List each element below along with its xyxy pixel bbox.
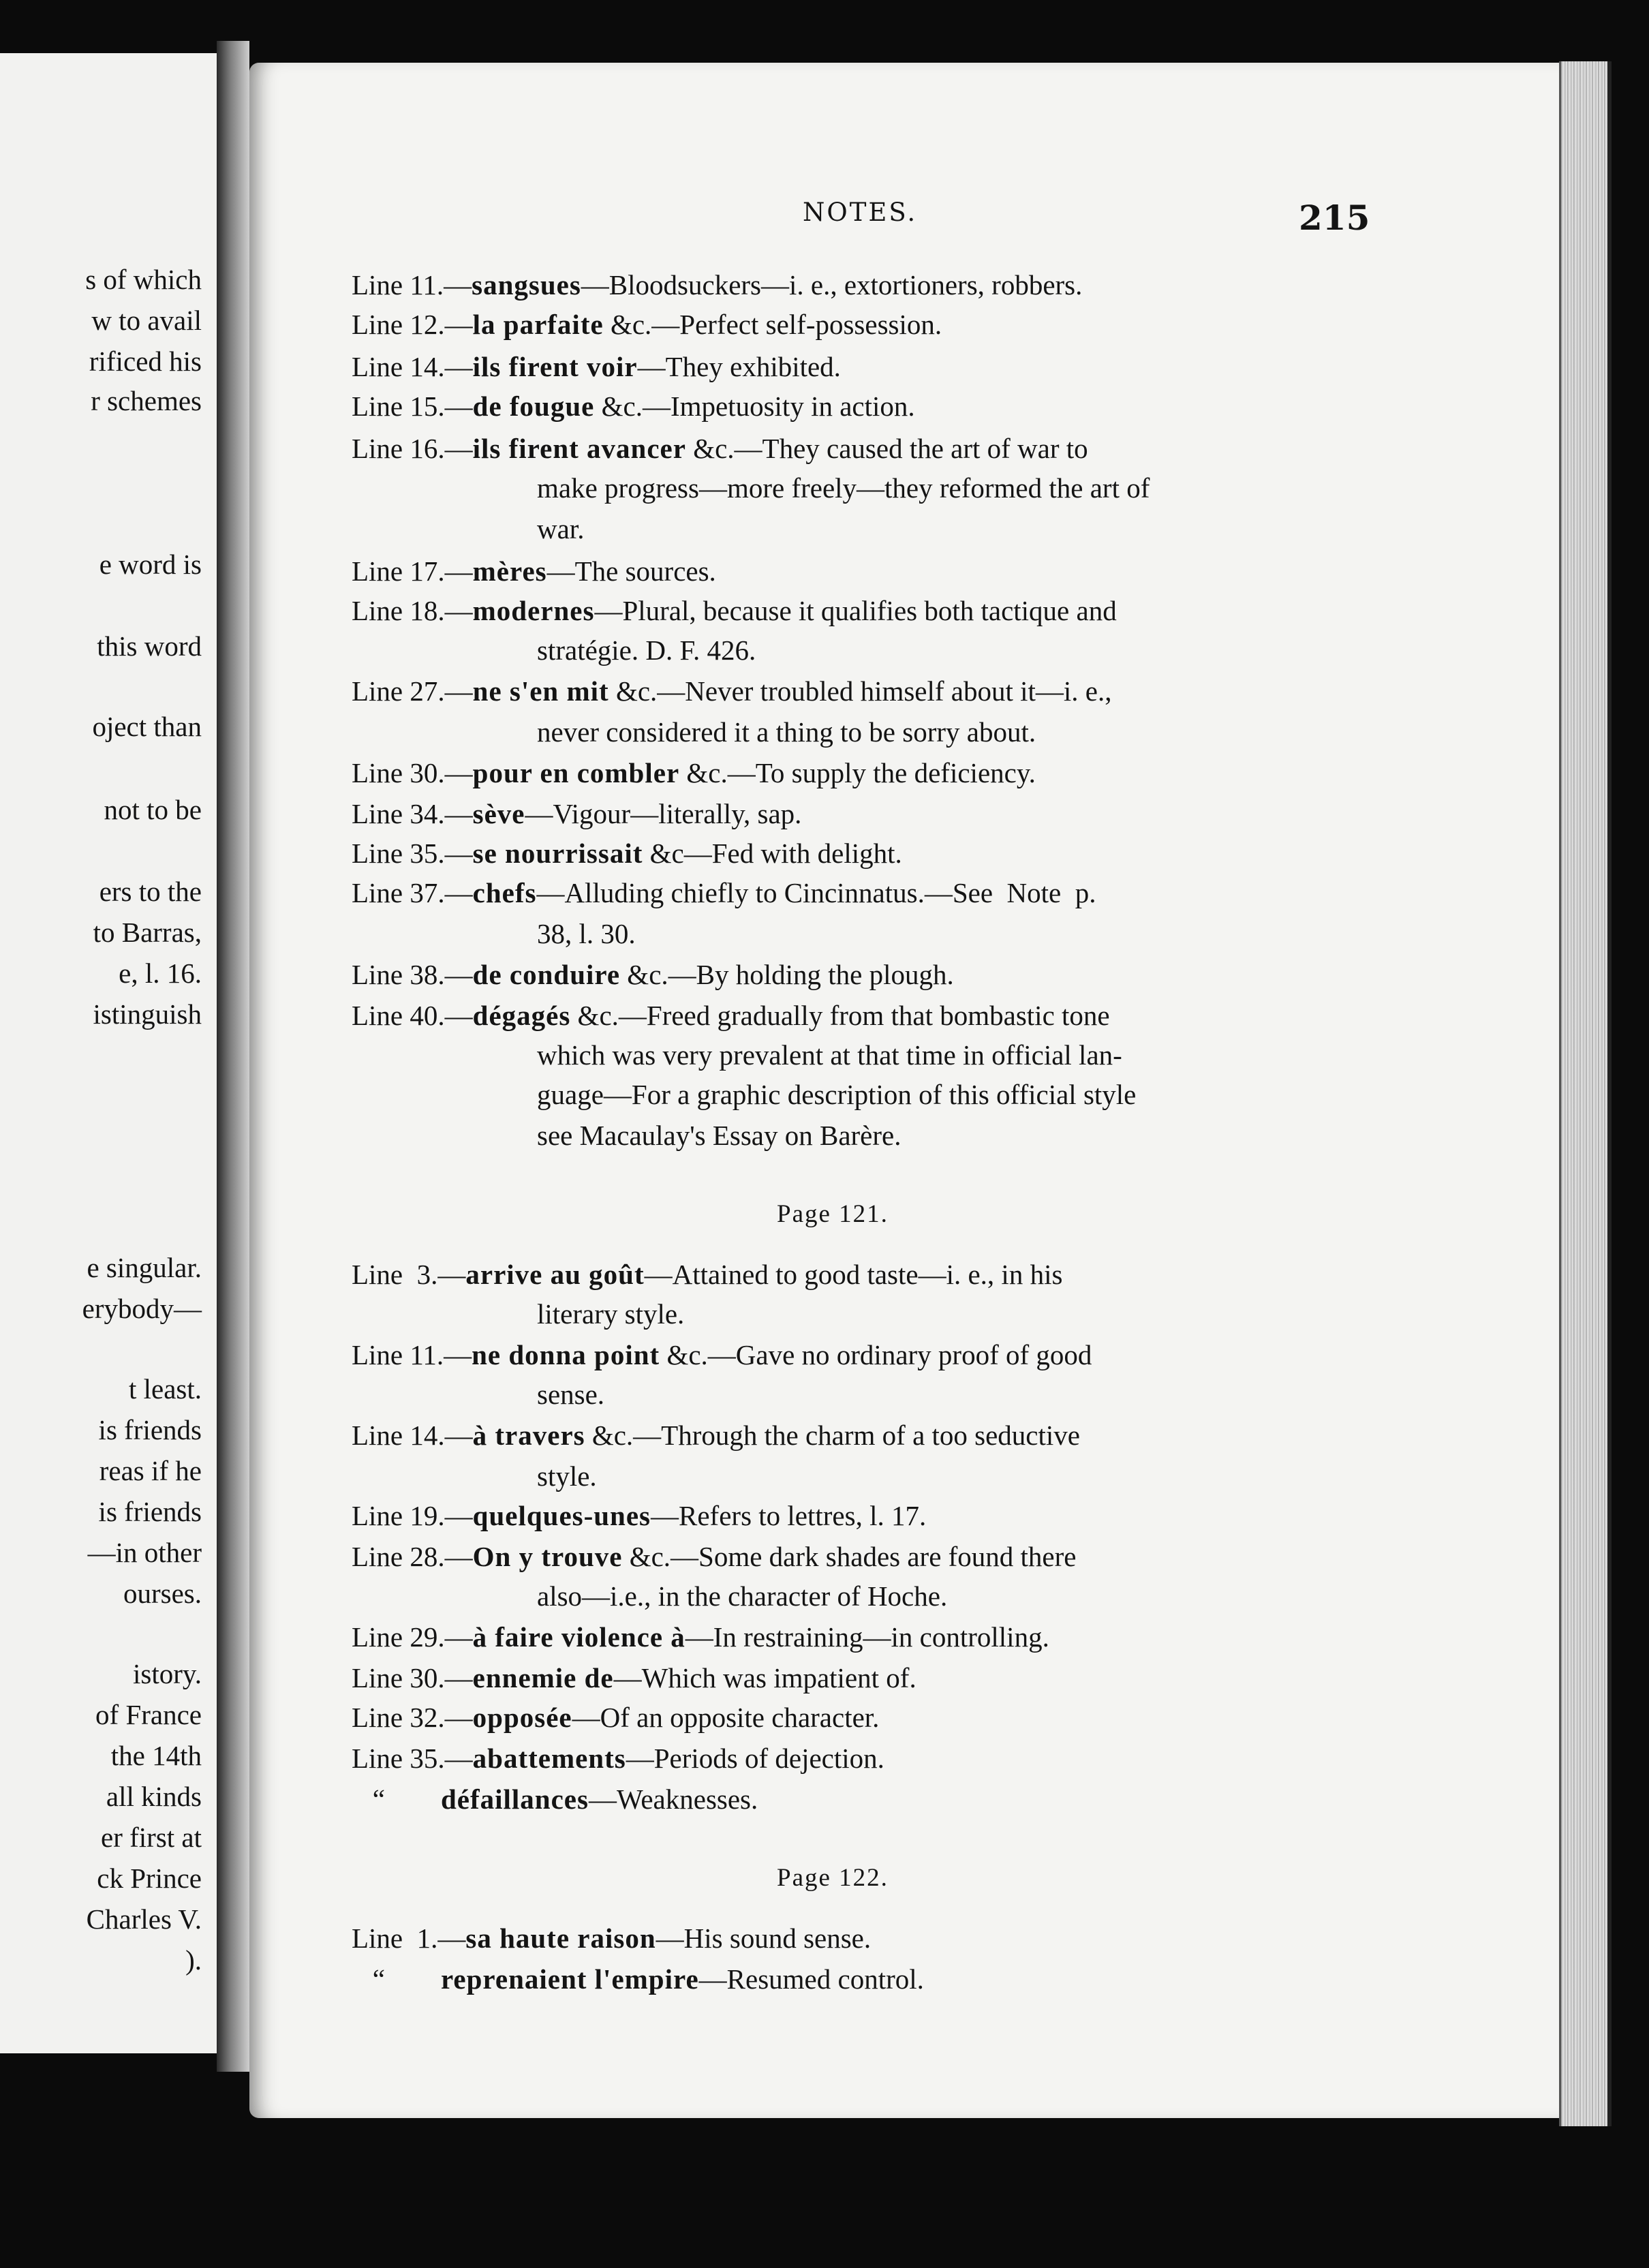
note-continuation: never considered it a thing to be sorry about. — [537, 716, 1036, 748]
line-reference: Line 34.— — [352, 798, 473, 829]
note-gloss: —Weaknesses. — [588, 1783, 758, 1815]
french-term: On y trouve — [472, 1541, 623, 1572]
french-term: à travers — [472, 1420, 585, 1451]
left-page-line: t least. — [128, 1373, 202, 1405]
note-line — [352, 1543, 1076, 1571]
note-continuation: 38, l. 30. — [537, 918, 636, 949]
page-heading: Page 122. — [777, 1864, 889, 1892]
left-page-line: ). — [185, 1944, 202, 1976]
left-page-line: rificed his — [89, 346, 202, 377]
left-page-line: all kinds — [106, 1781, 202, 1812]
note-gloss: —Vigour—literally, sap. — [525, 798, 802, 829]
left-page-line: of France — [95, 1699, 202, 1730]
french-term: de fougue — [472, 390, 595, 422]
french-term: de conduire — [472, 959, 621, 990]
note-gloss: &c.—Freed gradually from that bombastic tone — [570, 1000, 1110, 1031]
left-page-line: to Barras, — [93, 917, 202, 948]
book-gutter — [217, 41, 249, 2072]
note-continuation: style. — [537, 1460, 597, 1492]
left-page-line: is friends — [98, 1496, 202, 1527]
line-reference: Line 19.— — [352, 1500, 473, 1531]
line-reference: Line 40.— — [352, 1000, 473, 1031]
left-page-line: ers to the — [99, 876, 202, 907]
note-continuation: literary style. — [537, 1298, 685, 1330]
french-term: reprenaient l'empire — [440, 1963, 699, 1995]
left-page-line: e, l. 16. — [119, 957, 202, 989]
line-reference: “ — [352, 1963, 441, 1995]
note-continuation: stratégie. D. F. 426. — [537, 634, 756, 666]
left-page-line: ck Prince — [97, 1863, 202, 1894]
left-page-line: s of which — [85, 264, 202, 295]
left-page-line: is friends — [98, 1414, 202, 1445]
left-page-line: not to be — [104, 794, 202, 825]
note-line — [352, 800, 801, 828]
note-gloss: —Resumed control. — [698, 1963, 924, 1995]
line-reference: “ — [352, 1783, 441, 1815]
french-term: la parfaite — [472, 309, 604, 340]
line-reference: Line 14.— — [352, 351, 473, 382]
note-gloss: —They exhibited. — [637, 351, 841, 382]
note-gloss: —The sources. — [546, 555, 716, 587]
note-line — [352, 1664, 916, 1692]
note-continuation: which was very prevalent at that time in official lan- — [537, 1039, 1122, 1071]
running-head: NOTES. — [803, 198, 918, 227]
left-page-line: erybody— — [82, 1293, 202, 1324]
french-term: se nourrissait — [472, 838, 643, 869]
note-gloss: —His sound sense. — [656, 1922, 872, 1954]
left-page-line: er first at — [101, 1822, 202, 1853]
left-page-line: e singular. — [87, 1252, 202, 1283]
note-gloss: &c.—Gave no ordinary proof of good — [660, 1339, 1092, 1370]
french-term: opposée — [472, 1702, 572, 1733]
left-page-line: —in other — [87, 1537, 202, 1568]
french-term: ne donna point — [472, 1339, 660, 1370]
line-reference: Line 17.— — [352, 555, 473, 587]
line-reference: Line 30.— — [352, 1662, 473, 1694]
left-page-line: Charles V. — [86, 1903, 202, 1935]
note-line — [352, 759, 1036, 787]
note-gloss: —Refers to lettres, l. 17. — [651, 1500, 927, 1531]
french-term: mères — [472, 555, 547, 587]
note-gloss: &c.—Some dark shades are found there — [622, 1541, 1077, 1572]
note-line — [352, 1502, 926, 1530]
line-reference: Line 12.— — [352, 309, 473, 340]
note-gloss: &c—Fed with delight. — [643, 838, 902, 869]
note-line — [352, 435, 1088, 463]
line-reference: Line 16.— — [352, 433, 473, 464]
french-term: à faire violence à — [472, 1621, 685, 1653]
note-continuation: guage—For a graphic description of this official style — [537, 1079, 1137, 1110]
line-reference: Line 28.— — [352, 1541, 473, 1572]
note-gloss: &c.—To supply the deficiency. — [679, 757, 1036, 788]
note-gloss: &c.—Through the charm of a too seductive — [585, 1420, 1080, 1451]
page-edges — [1559, 61, 1609, 2126]
note-line — [352, 961, 954, 989]
line-reference: Line 3.— — [352, 1259, 466, 1290]
note-continuation: see Macaulay's Essay on Barère. — [537, 1120, 901, 1151]
note-gloss: —Bloodsuckers—i. e., extortioners, robbers. — [581, 269, 1083, 301]
french-term: ils firent avancer — [472, 433, 686, 464]
note-gloss: &c.—By holding the plough. — [620, 959, 954, 990]
note-line — [352, 597, 1117, 625]
left-page-line: ourses. — [123, 1578, 202, 1609]
note-gloss: —Of an opposite character. — [572, 1702, 880, 1733]
left-page-line: istory. — [133, 1658, 202, 1689]
note-line — [352, 1783, 758, 1815]
note-gloss: &c.—Never troubled himself about it—i. e., — [608, 675, 1112, 707]
note-line — [352, 1422, 1080, 1450]
note-continuation: make progress—more freely—they reformed the art of — [537, 472, 1150, 504]
note-gloss: &c.—Impetuosity in action. — [594, 390, 915, 422]
line-reference: Line 15.— — [352, 390, 473, 422]
line-reference: Line 32.— — [352, 1702, 473, 1733]
french-term: chefs — [472, 877, 537, 908]
left-page — [0, 53, 224, 2053]
note-continuation: war. — [537, 513, 585, 545]
note-line — [352, 1922, 872, 1954]
line-reference: Line 35.— — [352, 838, 473, 869]
french-term: sève — [472, 798, 525, 829]
note-gloss: —Attained to good taste—i. e., in his — [644, 1259, 1063, 1290]
french-term: modernes — [472, 595, 595, 626]
note-continuation: also—i.e., in the character of Hoche. — [537, 1580, 948, 1612]
french-term: quelques-unes — [472, 1500, 651, 1531]
french-term: ils firent voir — [472, 351, 638, 382]
note-gloss: —Alluding chiefly to Cincinnatus.—See Note p. — [536, 877, 1096, 908]
note-gloss: &c.—They caused the art of war to — [685, 433, 1088, 464]
note-line — [352, 677, 1112, 705]
note-line — [352, 879, 1096, 907]
note-line — [352, 1965, 924, 1993]
french-term: arrive au goût — [465, 1259, 645, 1290]
note-line — [352, 1341, 1092, 1369]
note-gloss: —In restraining—in controlling. — [685, 1621, 1049, 1653]
left-page-line: w to avail — [91, 305, 202, 336]
note-line — [352, 840, 902, 868]
note-line — [352, 1745, 884, 1773]
line-reference: Line 11.— — [352, 1339, 472, 1370]
page-heading: Page 121. — [777, 1200, 889, 1228]
line-reference: Line 1.— — [352, 1922, 466, 1954]
left-page-line: e word is — [99, 549, 202, 580]
note-gloss: &c.—Perfect self-possession. — [603, 309, 942, 340]
note-line — [352, 271, 1082, 299]
note-gloss: —Plural, because it qualifies both tactique and — [594, 595, 1117, 626]
french-term: ennemie de — [472, 1662, 614, 1694]
note-line — [352, 1623, 1049, 1651]
left-page-line: istinguish — [93, 998, 202, 1030]
note-line — [352, 1002, 1110, 1030]
left-page-line: reas if he — [99, 1455, 202, 1486]
line-reference: Line 37.— — [352, 877, 473, 908]
french-term: dégagés — [472, 1000, 571, 1031]
line-reference: Line 27.— — [352, 675, 473, 707]
left-page-line: the 14th — [110, 1740, 202, 1771]
page-number: 215 — [1299, 198, 1370, 238]
line-reference: Line 35.— — [352, 1743, 473, 1774]
left-page-line: r schemes — [91, 385, 202, 416]
line-reference: Line 14.— — [352, 1420, 473, 1451]
note-line — [352, 1704, 879, 1732]
line-reference: Line 30.— — [352, 757, 473, 788]
note-continuation: sense. — [537, 1379, 605, 1410]
left-page-line: oject than — [92, 711, 202, 742]
line-reference: Line 29.— — [352, 1621, 473, 1653]
note-line — [352, 353, 841, 381]
french-term: abattements — [472, 1743, 626, 1774]
line-reference: Line 11.— — [352, 269, 472, 301]
french-term: sangsues — [472, 269, 581, 301]
note-line — [352, 311, 942, 339]
french-term: défaillances — [440, 1783, 589, 1815]
french-term: ne s'en mit — [472, 675, 609, 707]
note-line — [352, 1261, 1062, 1289]
french-term: sa haute raison — [465, 1922, 656, 1954]
french-term: pour en combler — [472, 757, 680, 788]
note-line — [352, 390, 915, 422]
note-gloss: —Which was impatient of. — [613, 1662, 916, 1694]
note-gloss: —Periods of dejection. — [626, 1743, 884, 1774]
line-reference: Line 38.— — [352, 959, 473, 990]
left-page-line: this word — [97, 630, 202, 662]
note-line — [352, 557, 716, 585]
line-reference: Line 18.— — [352, 595, 473, 626]
